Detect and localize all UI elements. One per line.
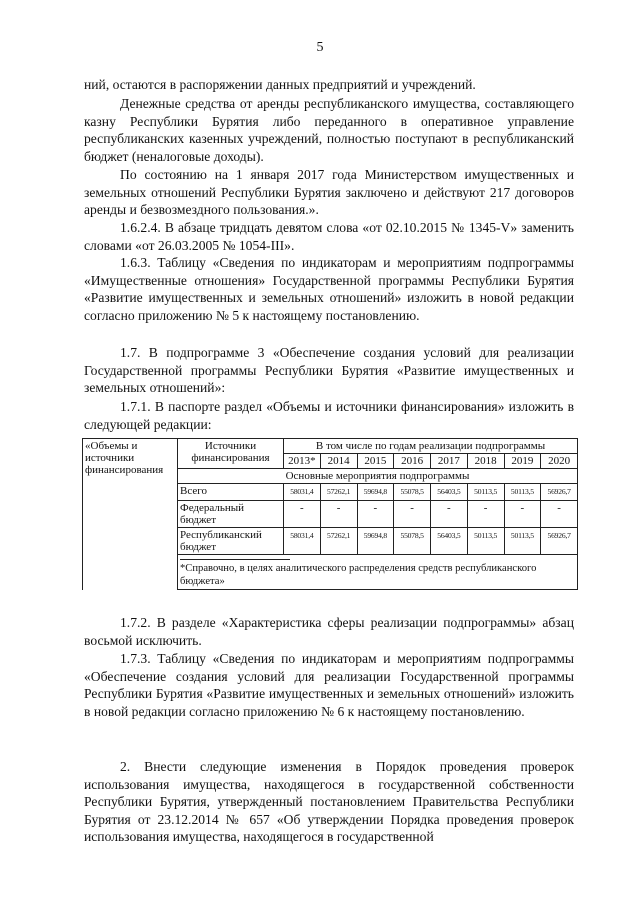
value-cell: 55078,5 bbox=[394, 528, 431, 555]
value-cell: 56926,7 bbox=[541, 484, 578, 501]
value-cell: 57262,1 bbox=[320, 528, 357, 555]
paragraph: 1.7.3. Таблицу «Сведения по индикаторам и мероприятиям подпрограммы «Обеспечение создания условий для реализации Государственной программы Республики Бурятия «Развитие имущественных и земельных отношений» изложить в новой редакции согласно приложению № 6 к настоящему постановлению. bbox=[84, 651, 574, 719]
value-cell: 57262,1 bbox=[320, 484, 357, 501]
value-cell: - bbox=[504, 501, 541, 528]
paragraph: ний, остаются в распоряжении данных предприятий и учреждений. bbox=[84, 77, 476, 92]
year-cell: 2020 bbox=[541, 454, 578, 469]
paragraph: 1.7.1. В паспорте раздел «Объемы и источники финансирования» изложить в следующей редакции: bbox=[84, 399, 574, 432]
footnote-divider bbox=[180, 559, 290, 560]
row-label: Всего bbox=[178, 484, 284, 501]
page-number: 5 bbox=[316, 40, 324, 55]
paragraph: По состоянию на 1 января 2017 года Министерством имущественных и земельных отношений Республики Бурятия заключено и действуют 217 договоров аренды и безвозмездного пользования.». bbox=[84, 167, 574, 218]
year-cell: 2018 bbox=[467, 454, 504, 469]
year-cell: 2017 bbox=[431, 454, 468, 469]
footnote: *Справочно, в целях аналитического распределения средств республиканского бюджета» bbox=[180, 563, 537, 587]
value-cell: - bbox=[357, 501, 394, 528]
paragraph: 1.7. В подпрограмме 3 «Обеспечение создания условий для реализации Государственной программы Республики Бурятия «Развитие имущественных и земельных отношений»: bbox=[84, 345, 574, 396]
year-cell: 2019 bbox=[504, 454, 541, 469]
paragraph: Денежные средства от аренды республиканского имущества, составляющего казну Республики Бурятия либо переданного в оперативное управление республиканских казенных учреждений, полностью поступают в республиканский бюджет (неналоговые доходы). bbox=[84, 96, 574, 164]
value-cell: - bbox=[284, 501, 321, 528]
activities-header-cell: Основные мероприятия подпрограммы bbox=[178, 469, 578, 484]
value-cell: 50113,5 bbox=[467, 484, 504, 501]
value-cell: 55078,5 bbox=[394, 484, 431, 501]
sources-header-cell: Источники финансирования bbox=[178, 439, 284, 469]
row-label: Республиканский бюджет bbox=[178, 528, 284, 555]
value-cell: 59694,8 bbox=[357, 484, 394, 501]
value-cell: 56403,5 bbox=[431, 484, 468, 501]
years-header-cell: В том числе по годам реализации подпрограммы bbox=[284, 439, 578, 454]
paragraph: 1.7.2. В разделе «Характеристика сферы реализации подпрограммы» абзац восьмой исключить. bbox=[84, 615, 574, 648]
year-cell: 2013* bbox=[284, 454, 321, 469]
paragraph: 1.6.3. Таблицу «Сведения по индикаторам и мероприятиям подпрограммы «Имущественные отношения» Государственной программы Республики Бурятия «Развитие имущественных и земельных отношений» изложить в новой редакции согласно приложению № 5 к настоящему постановлению. bbox=[84, 255, 574, 323]
paragraph: 1.6.2.4. В абзаце тридцать девятом слова «от 02.10.2015 № 1345-V» заменить словами «от 26.03.2005 № 1054-III». bbox=[84, 220, 574, 253]
value-cell: 50113,5 bbox=[504, 528, 541, 555]
year-cell: 2015 bbox=[357, 454, 394, 469]
value-cell: 50113,5 bbox=[504, 484, 541, 501]
value-cell: - bbox=[394, 501, 431, 528]
value-cell: - bbox=[467, 501, 504, 528]
value-cell: 58031,4 bbox=[284, 528, 321, 555]
value-cell: 59694,8 bbox=[357, 528, 394, 555]
value-cell: - bbox=[320, 501, 357, 528]
value-cell: - bbox=[541, 501, 578, 528]
financing-table bbox=[82, 438, 578, 590]
value-cell: 56926,7 bbox=[541, 528, 578, 555]
row-label: Федеральный бюджет bbox=[178, 501, 284, 528]
row-header-cell: «Объемы и источники финансирования bbox=[83, 439, 178, 590]
value-cell: - bbox=[431, 501, 468, 528]
year-cell: 2014 bbox=[320, 454, 357, 469]
value-cell: 58031,4 bbox=[284, 484, 321, 501]
value-cell: 56403,5 bbox=[431, 528, 468, 555]
year-cell: 2016 bbox=[394, 454, 431, 469]
footnote-cell bbox=[178, 555, 578, 590]
paragraph: 2. Внести следующие изменения в Порядок проведения проверок использования имущества, находящегося в государственной собственности Республики Бурятия, утвержденный постановлением Правительства Республики Бурятия от 23.12.2014 № 657 «Об утверждении Порядка проведения проверок использования имущества, находящегося в государственной bbox=[84, 759, 574, 845]
value-cell: 50113,5 bbox=[467, 528, 504, 555]
table-header-row bbox=[83, 439, 578, 454]
